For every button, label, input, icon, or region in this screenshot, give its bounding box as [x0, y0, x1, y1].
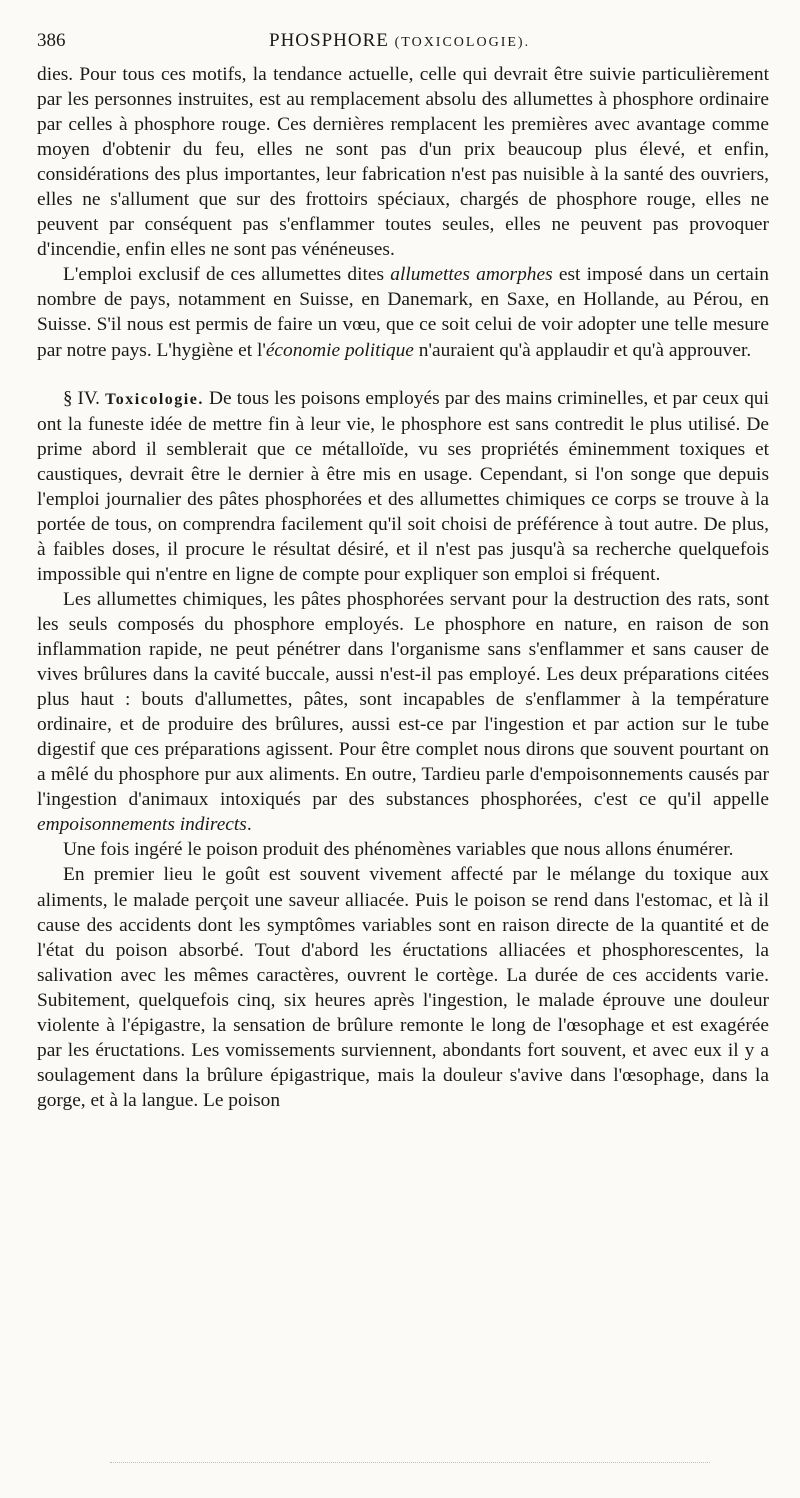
paragraph-2-text-a: L'emploi exclusif de ces allumettes dites	[63, 264, 391, 286]
section-number: § IV.	[63, 387, 100, 409]
paragraph-6: En premier lieu le goût est souvent vivement affecté par le mélange du toxique aux aliments, le malade perçoit une saveur alliacée. Puis le poison se rend dans l'estomac, et là il cause des accidents dont les symptômes variables sont en raison directe de la quantité et de l'état du poison absorbé. Tout d'abord les éructations alliacées et phosphorescentes, la salivation avec les mêmes caractères, ouvrent le cortège. La durée de ces accidents varie. Subitement, quelquefois cinq, six heures après l'ingestion, le malade éprouve une douleur violente à l'épigastre, la sensation de brûlure remonte le long de l'œsophage et est exagérée par les éructations. Les vomissements surviennent, abondants fort souvent, et avec eux il y a soulagement dans la brûlure épigastrique, mais la douleur s'avive dans l'œsophage, dans la gorge, et à la langue. Le poison	[37, 864, 769, 1111]
paragraph-4-text-c: .	[246, 814, 252, 836]
running-head-sub: (TOXICOLOGIE).	[394, 35, 531, 50]
body-text	[37, 62, 769, 1113]
running-head-main: PHOSPHORE	[269, 30, 389, 51]
section-iv-text: De tous les poisons employés par des mains criminelles, et par ceux qui ont la funeste idée de mettre fin à leur vie, le phosphore est sans contredit le plus utilisé. De prime abord il semblerait que ce métalloïde, vu ses propriétés éminemment toxiques et caustiques, devrait être le dernier à être mis en usage. Cependant, si l'on songe que depuis l'emploi journalier des pâtes phosphorées et des allumettes chimiques ce corps se trouve à la portée de tous, on comprendra facilement qu'il soit choisi de préférence à tout autre. De plus, à faibles doses, il procure le résultat désiré, et il n'est pas jusqu'à sa recherche quelquefois impossible qui n'entre en ligne de compte pour expliquer son emploi si fréquent.	[37, 387, 769, 585]
term-economie-politique: économie politique	[265, 339, 414, 361]
paragraph-4-text-a: Les allumettes chimiques, les pâtes phosphorées servant pour la destruction des rats, sont les seuls composés du phosphore employés. Le phosphore en nature, en raison de son inflammation rapide, ne peut pénétrer dans l'organisme sans s'enflammer et sans causer de vives brûlures dans la cavité buccale, aussi n'est-il pas employé. Les deux préparations citées plus haut : bouts d'allumettes, pâtes, sont incapables de s'enflammer à la température ordinaire, et de produire des brûlures, aussi est-ce par l'ingestion et par action sur le tube digestif que ces préparations agissent. Pour être complet nous dirons que souvent pourtant on a mêlé du phosphore pur aux aliments. En outre, Tardieu parle d'empoisonnements causés par l'ingestion d'animaux intoxiqués par des substances phosphorées, c'est ce qu'il appelle	[37, 588, 769, 811]
term-allumettes-amorphes: allumettes amorphes	[390, 264, 553, 286]
paragraph-5: Une fois ingéré le poison produit des phénomènes variables que nous allons énumérer.	[63, 839, 734, 861]
paragraph-2-text-e: n'auraient qu'à applaudir et qu'à approuver.	[413, 339, 752, 361]
page-number: 386	[37, 30, 66, 51]
footer-scan-artifact	[110, 1462, 710, 1464]
paragraph-2-text-c: est imposé dans un certain nombre de pays, notamment en Suisse, en Danemark, en Saxe, en Hollande, au Pérou, en Suisse. S'il nous est permis de faire un vœu, que ce soit celui de voir adopter une telle mesure par notre pays. L'hygiène et l'	[37, 264, 769, 361]
page-header	[37, 30, 769, 60]
section-title: Toxicologie.	[105, 390, 204, 408]
running-head	[269, 30, 530, 52]
paragraph-4	[37, 587, 769, 837]
paragraph-2	[37, 262, 769, 362]
section-iv-paragraph	[37, 386, 769, 587]
paragraph-1: dies. Pour tous ces motifs, la tendance actuelle, celle qui devrait être suivie particulièrement par les personnes instruites, est au remplacement absolu des allumettes à phosphore ordinaire par celles à phosphore rouge. Ces dernières remplacent les premières avec avantage comme moyen d'obtenir du feu, elles ne sont pas d'un prix beaucoup plus élevé, et enfin, considérations des plus importantes, leur fabrication n'est pas nuisible à la santé des ouvriers, elles ne s'allument que sur des frottoirs spéciaux, chargés de phosphore rouge, elles ne peuvent par conséquent pas s'enflammer toutes seules, elles ne peuvent pas provoquer d'incendie, enfin elles ne sont pas vénéneuses.	[37, 64, 769, 261]
term-empoisonnements-indirects: empoisonnements indirects	[37, 814, 247, 836]
